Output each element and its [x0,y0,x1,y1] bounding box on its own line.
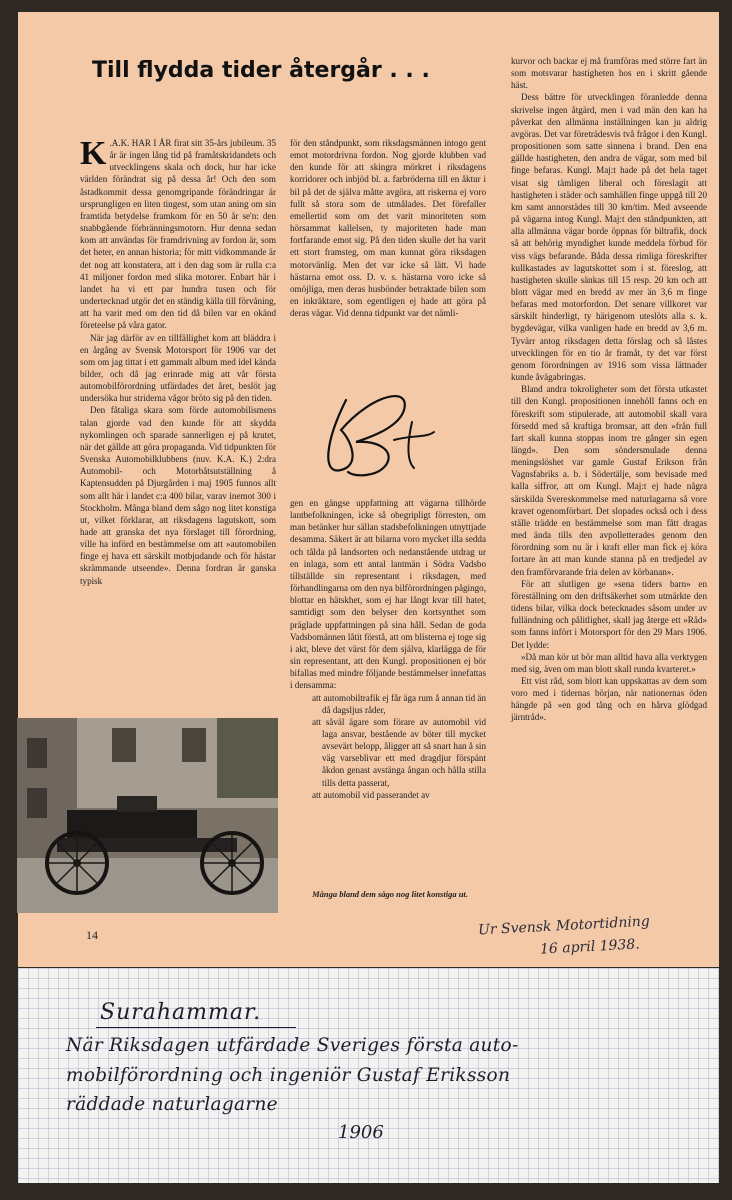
photo-caption: Många bland dem sågo nog litet konstiga ut. [312,889,468,899]
paragraph: Ett vist råd, som blott kan uppskattas av dem som voro med i tidernas början, när nationernas öden hängde på »en god tång och en hårva glödgad järntråd». [511,675,707,723]
card-line-3: räddade naturlagarne [66,1094,278,1115]
article-column-1 [80,137,276,587]
list-item: att såväl ägare som förare av automobil vid laga ansvar, bestående av böter till mycket avsevärt belopp, åligger att så snart han å sin väg varseblivar ett med dragdjur förspänt åkdon genast avstänga ångan och hålla stilla tills detta passerat, [312,716,486,788]
paragraph: Bland andra tokroligheter som det första utkastet till den Kungl. propositionen innehöll fanns och en föreskrift som stipulerade, att automobil skall vara försedd med så kraftiga bromsar, att den »från full fart skall kunna stoppas inom tre gånger sin egen längd». Den som söndersmulade denna meningslöshet var gamle Gustaf Erikson från Vagnsfabriks a. b. i Södertälje, som bevisade med kalla siffror, att om Kungl. Maj:t ej hade några särskilda Svereskommelse med naturlagarna så vore kravet ogenomförbart. Det slopades också och i dess ställe trädde en bestämmelse som man fått dragas med ända tills den avpolletterades genom den förordning som nu är i kraft eller man fick ej köra fortare än att man kunde stanna på en tredjedel av den framförvarande fria delen av körbanan». [511,384,707,577]
paragraph: kurvor och backar ej må framföras med större fart än som motsvarar hastigheten hos en i skritt gående häst. [511,56,707,91]
article-column-3 [511,55,707,724]
paragraph: K .A.K. HAR I ÅR firat sitt 35-års jubileum. 35 år är ingen lång tid på framåtskridandets och utvecklingens skala och dock, hur har icke världen förändrat sig på dessa år! Och den som åstadkommit dessa genomgripande förändringar är ursprungligen en liten tingest, som utan aning om sin framtida betydelse framkom för en 50 år se'n: den snabbgående förbränningsmotorn. Hur denna sedan kom att användas för framdrivning av fordon är, som det heter, en annan historia; för mitt vidkommande är det nog att konstatera, att i den dag som är rulla c:a 41 miljoner fordon med slika motorer. Enbart här i landet ha vi ett par hundra tusen och för undertecknad utgör det en ständig källa till förvåning, att ha varit med om den tid då bilen var en okänd företeelse på våra gator. [80,135,276,331]
paragraph: Den fåtaliga skara som förde automobilismens talan gjorde vad den kunde för att skydda nykomlingen och sparade sannerligen ej på krutet, när det gällde att göra propaganda. Vid tidpunkten för Svenska Automobilklubbens (nuv. K.A. K.) 2:dra Automobil- och Motorbåtsutställning å Kaptensudden på Djurgården i maj 1905 funnos allt som allt här i landet c:a 400 bilar, varav inemot 300 i Stockholm. Många bland dem sågo nog litet konstiga ut, vilket förklarar, att riksdagens lagutskott, som hade att granska det nya förslaget till förordning, ville ha införd en bestämmelse om att »automobilen finge ej hava ett särskilt motbjudande och för hästar skrämmande utseende». Denna fordran är ganska typisk [80,405,276,586]
paragraph: Dess bättre för utvecklingen föranledde denna skrivelse ingen åtgärd, men i vad män den kan ha påverkat den allmänna inställningen kan ju aldrig avgöras. Det var företrädesvis två frågor i den Kungl. propositionen som satte sinnena i brand. Den ena gällde hastigheten, den andra de vägar, som med bil finge befaras. Kungl. Maj:t hade på det hela taget visat sig tämligen liberal och föreslagit att hastigheten i städer och samhällen finge uppgå till 20 km samt annorstädes till 30 km/tim. Med avseende på vägarna intog Kungl. Maj:t den ståndpunkten, att alla allmänna vägar borde öppnas för biltrafik, dock så att behörig myndighet kunde meddela förbud för viss vägs befarande. Båda dessa rimliga föreskrifter kullkastades av lagutskottet som i st. föreslog, att hastigheten skulle sänkas till 15 resp. 20 km och att blott vägar med en bredd av mer än 3,6 m finge befaras med motorfordon. Det senare villkoret var särskilt hinderligt, ty härigenom uteslöts alla s. k. bygdevägar, vilka vanligen hade en bredd av 3,6 m. Tyvärr antog riksdagen detta förslag och så låstes utvecklingen för en tio år framåt, ty det var först genom förordningen av 1916 som vissa lättnader kunde åvägabringas. [511,92,707,383]
paragraph: För att slutligen ge »sena tiders barn» en föreställning om den driftsäkerhet som utmärkte den tidens bilar, vilka dock betecknades såsom under av fulländning och pålitlighet, skall jag återge ett »Råd» som fanns infört i Motorsport för den 29 Mars 1906. Det lydde: [511,578,707,650]
article-column-2-top [290,137,486,319]
heading-underline [96,1027,296,1028]
list-item: att automobil vid passerandet av [312,789,430,800]
card-line-1: När Riksdagen utfärdade Sveriges första auto- [66,1035,519,1056]
page-number: 14 [86,928,98,942]
signature-monogram [316,380,456,490]
car-photo-illustration [17,718,278,913]
quoted-list [290,692,486,801]
drop-cap: K [80,135,107,172]
card-heading: Surahammar. [100,1000,262,1025]
handwritten-source-line-2: 16 april 1938. [539,936,641,958]
card-line-2: mobilförordning och ingeniör Gustaf Eriksson [66,1065,511,1086]
handwritten-source-line-1: Ur Svensk Motortidning [477,913,651,939]
paragraph: »Då man kör ut bör man alltid hava alla verktygen med sig, även om man blott skall runda kvarteret.» [511,651,707,674]
paragraph: gen en gängse uppfattning att vägarna tillhörde lantbefolkningen, icke så obegripligt förresten, om man betänker hur sällan stadsbefolkningen utnyttjade desamma. Säkert är att bilarna voro mycket illa sedda och tålda på landsorten och nedanstående utdrag ur en inlaga, som ett antal lantmän i Södra Vadsbo tillställde sin representant i riksdagen, med förhandlingarna om den nya bilförordningen pågingo, blottar en hätskhet, som ej har långt kvar till hatet, samtidigt som den belyser den kortsynthet som präglade uppfattningen på sina håll. Sedan de goda Vadsbomännen låtit förstå, att om blisterna ej toge sig i akt, bleve det värst för dem själva, klarlägga de för sin representant, att den Kungl. propositionen ej bör bifallas med mindre följande bestämmelser innefattas i densamma: [290,498,486,691]
card-year: 1906 [338,1122,384,1143]
vintage-car-photo [17,718,278,913]
paragraph: När jag därför av en tillfällighet kom att bläddra i en årgång av Svensk Motorsport för 1906 var det som om jag tittat i ett gammalt album med idel kända bilder, och då jag erinrade mig att vår första automobilförordning utfärdades det året, beslöt jag undersöka hur striderna vågor bröto sig på den tiden. [80,332,276,404]
list-item: att automobiltrafik ej får äga rum å annan tid än då dagsljus råder, [312,692,486,715]
article-title: Till flydda tider återgår . . . [92,58,430,83]
paragraph: för den ståndpunkt, som riksdagsmännen intogo gent emot motordrivna fordon. Nog gjorde klubben vad den kunde för att skingra mörkret i riksdagens korridorer och inbjöd bl. a. farbröderna till en åktur i bil på det de själva måtte avgöra, att riskerna ej voro fullt så stora som de utmålades. Det förefaller emellertid som om det varit minoriteten som hörsammat kallelsen, ty majoriteten hade man fortfarande emot sig. På den tiden skulle det ha varit ett stort framsteg, om man kunnat göra riksdagen motorvänlig. Men det var icke så lätt. Vi hade hästarna emot oss. D. v. s. hästarna voro icke så omöjliga, men deras husbönder betraktade bilen som en inkräktare, som egentligen ej hade att göra på deras vägar. Vid denna tidpunkt var det nämli- [290,138,486,319]
article-column-2-bottom [290,497,486,801]
